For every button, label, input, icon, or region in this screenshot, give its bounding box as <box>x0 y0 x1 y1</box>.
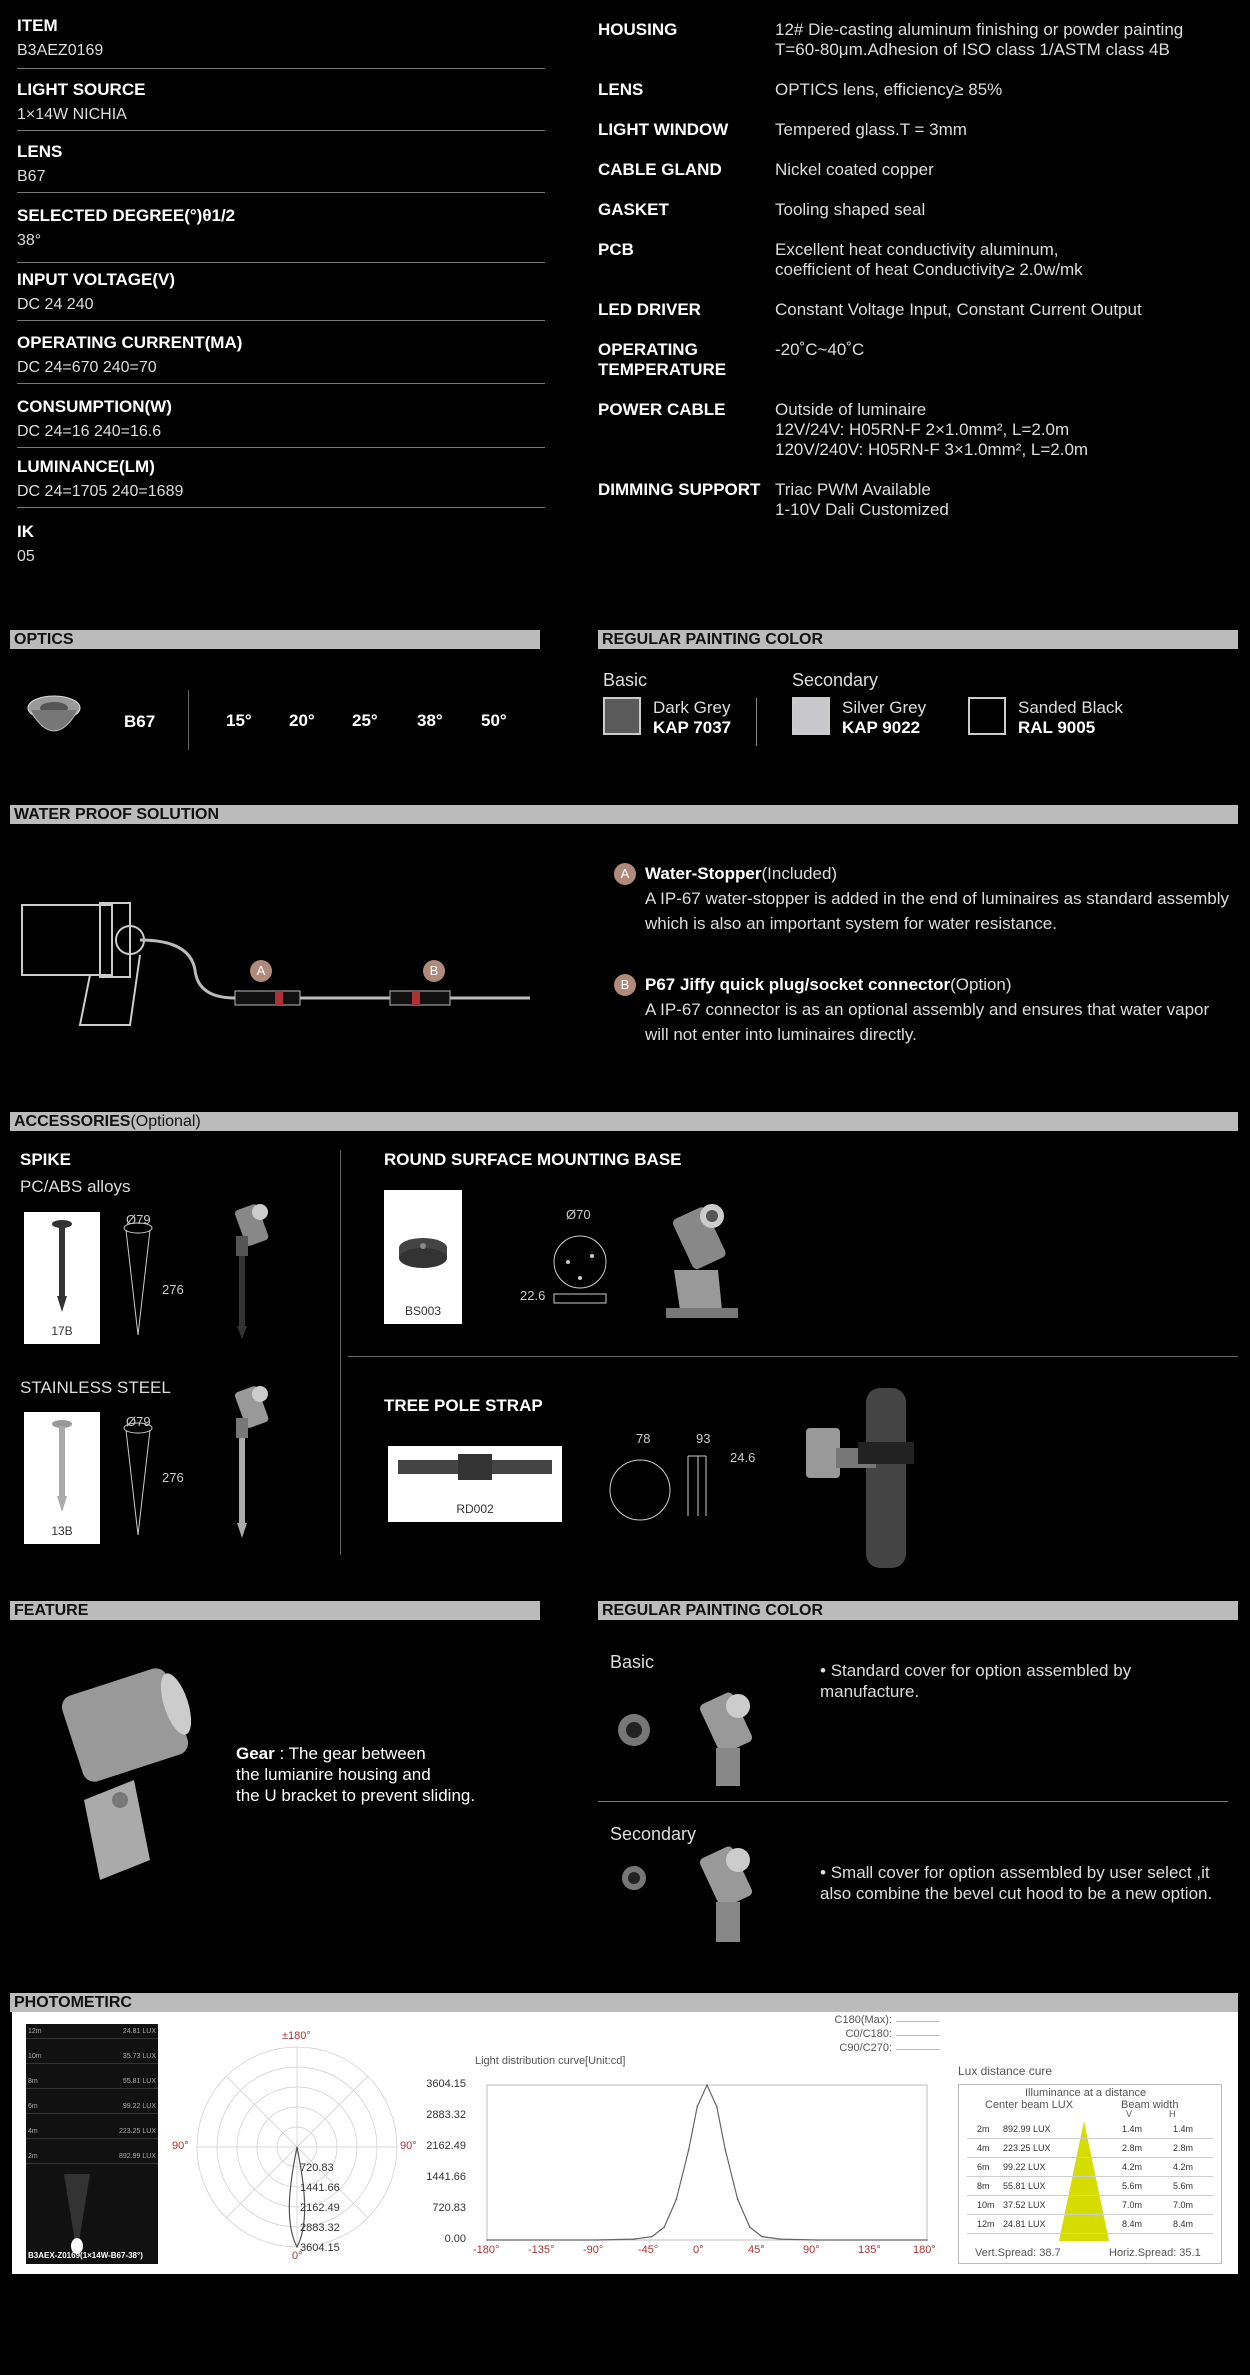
waterproof-diagram <box>20 895 550 1035</box>
lux-h: 8.4m <box>1173 2219 1194 2229</box>
stainless-lamp-image <box>222 1378 282 1543</box>
polar-value: 1441.66 <box>300 2182 340 2194</box>
lux-v: 4.2m <box>1122 2162 1143 2172</box>
round-base-drawing <box>540 1226 620 1306</box>
series-line <box>487 2085 927 2240</box>
connector-desc: A IP-67 connector is as an optional assembly and ensures that water vapor will not enter into luminaires directly. <box>645 1000 1210 1044</box>
lux-v: 1.4m <box>1122 2124 1143 2134</box>
thumb-lux: 55.81 LUX <box>122 2078 156 2085</box>
lux-row <box>967 2216 1213 2234</box>
data-point <box>761 2236 763 2238</box>
secondary-label: Secondary <box>792 670 879 690</box>
polar-value: 2883.32 <box>300 2222 340 2234</box>
spec-value: OPTICS lens, efficiency≥ 85% <box>775 80 1003 99</box>
data-point <box>737 2198 739 2200</box>
polar-value: 720.83 <box>300 2162 334 2174</box>
connector-title: P67 Jiffy quick plug/socket connector <box>645 975 951 994</box>
lens-image <box>26 692 82 744</box>
tree-strap-drawing <box>606 1446 736 1526</box>
spec-label: GASKET <box>598 200 669 219</box>
spec-item <box>17 522 545 566</box>
data-point <box>486 2239 488 2241</box>
tree-strap-card <box>388 1446 562 1522</box>
spec-value: 1×14W NICHIA <box>17 106 127 123</box>
stainless-dia: Ø79 <box>126 1414 151 1429</box>
color-name: Sanded Black <box>1018 698 1123 717</box>
lux-row <box>967 2178 1213 2196</box>
spec-value: DC 24 240 <box>17 296 94 313</box>
spec-value: 12# Die-casting aluminum finishing or powder painting T=60-80μm.Adhesion of ISO class 1/ASTM class 4B <box>775 20 1184 59</box>
lux-v: 8.4m <box>1122 2219 1143 2229</box>
degree-option: 25° <box>352 711 378 730</box>
spec-value: 05 <box>17 548 35 565</box>
polar-right-label: 90° <box>400 2140 417 2152</box>
thumb-dist: 2m <box>28 2153 38 2160</box>
color-swatch <box>968 697 1006 735</box>
spec-label: CONSUMPTION(W) <box>17 397 172 416</box>
polar-top-label: ±180° <box>282 2030 311 2042</box>
data-point <box>749 2226 751 2228</box>
color-code: KAP 9022 <box>842 718 921 737</box>
spec-value: Excellent heat conductivity aluminum, coefficient of heat Conductivity≥ 2.0w/mk <box>775 240 1083 279</box>
lux-value: 37.52 LUX <box>1003 2200 1046 2210</box>
lux-h: 5.6m <box>1173 2181 1194 2191</box>
connector-text <box>645 972 1235 1047</box>
color-swatch <box>603 697 641 735</box>
secondary-cover-desc: Small cover for option assembled by user select ,it also combine the bevel cut hood to be a new option. <box>820 1863 1213 1903</box>
round-base-dia: Ø70 <box>566 1207 591 1222</box>
thumb-gridline <box>26 2063 158 2064</box>
lux-value: 55.81 LUX <box>1003 2181 1046 2191</box>
x-tick-label: 180° <box>913 2244 936 2256</box>
spec-item <box>17 457 545 501</box>
thumb-gridline <box>26 2163 158 2164</box>
lux-row-border <box>967 2195 1213 2196</box>
spec-divider <box>17 507 545 508</box>
color-code: KAP 7037 <box>653 718 732 737</box>
data-point <box>633 2238 635 2240</box>
optics-divider <box>188 690 189 750</box>
lux-row-border <box>967 2214 1213 2215</box>
spec-item <box>17 142 545 186</box>
thumb-dist: 8m <box>28 2078 38 2085</box>
round-base-code: BS003 <box>404 1304 442 1318</box>
tree-strap-h: 24.6 <box>730 1450 756 1465</box>
spec-value: -20˚C~40˚C <box>775 340 865 359</box>
polar-value: 2162.49 <box>300 2202 340 2214</box>
spec-value: Triac PWM Available 1-10V Dali Customized <box>775 480 949 519</box>
legend-entry: C0/C180: <box>845 2028 892 2040</box>
legend-line <box>896 2049 940 2050</box>
optics-header: OPTICS <box>10 630 540 649</box>
spec-item <box>17 80 545 124</box>
accessories-hdivider <box>348 1356 1238 1357</box>
spec-divider <box>17 383 545 384</box>
spec-item <box>17 397 545 441</box>
lux-h: 4.2m <box>1173 2162 1194 2172</box>
spike-dia: Ø79 <box>126 1212 151 1227</box>
lux-value: 892.99 LUX <box>1003 2124 1051 2134</box>
gear-text <box>236 1743 475 1806</box>
x-tick-label: 45° <box>748 2244 765 2256</box>
color-name: Silver Grey <box>842 698 927 717</box>
tree-strap-w2: 93 <box>696 1431 711 1446</box>
round-base-lamp-image <box>660 1190 740 1320</box>
accessories-title: ACCESSORIES <box>14 1113 131 1130</box>
data-point <box>663 2226 665 2228</box>
legend-line <box>896 2021 940 2022</box>
y-tick-label: 1441.66 <box>426 2171 466 2183</box>
x-tick-label: 90° <box>803 2244 820 2256</box>
spec-label: LENS <box>17 142 63 161</box>
lux-dist: 2m <box>977 2124 990 2134</box>
spec-item <box>17 270 545 314</box>
spec-value: B67 <box>17 168 46 185</box>
lux-value: 24.81 LUX <box>1003 2219 1046 2229</box>
lux-v: 2.8m <box>1122 2143 1143 2153</box>
x-tick-label: -45° <box>638 2244 659 2256</box>
thumb-caption: B3AEX-Z0169(1×14W-B67-38°) <box>28 2251 143 2260</box>
spec-label: IK <box>17 522 34 541</box>
painting-divider <box>756 698 757 746</box>
spec-label: OPERATING TEMPERATURE <box>598 340 727 379</box>
x-tick-label: -180° <box>473 2244 500 2256</box>
spec-item <box>17 206 545 250</box>
light-distribution-chart <box>472 2080 932 2250</box>
spec-divider <box>17 320 545 321</box>
marker-a-icon: A <box>250 960 272 982</box>
lux-table-center: Center beam LUX <box>985 2099 1074 2111</box>
spec-value: B3AEZ0169 <box>17 42 104 59</box>
degree-option: 20° <box>289 711 315 730</box>
lux-table-v: V <box>1126 2109 1133 2119</box>
data-point <box>688 2149 690 2151</box>
water-stopper-title: Water-Stopper <box>645 864 762 883</box>
spike-lamp-image <box>222 1196 282 1341</box>
spike-title: SPIKE <box>20 1150 72 1169</box>
thumb-gridline <box>26 2138 158 2139</box>
painting2-divider <box>598 1801 1228 1802</box>
lux-row <box>967 2197 1213 2215</box>
thumb-lux: 35.73 LUX <box>122 2053 156 2060</box>
thumb-lux: 223.25 LUX <box>119 2128 156 2135</box>
round-base-h: 22.6 <box>520 1288 546 1303</box>
lux-row-border <box>967 2138 1213 2139</box>
round-base-title: ROUND SURFACE MOUNTING BASE <box>384 1150 682 1169</box>
legend-line <box>896 2035 940 2036</box>
basic-cover-image <box>612 1690 812 1790</box>
x-tick-label: 135° <box>858 2244 881 2256</box>
color-code: RAL 9005 <box>1018 718 1096 737</box>
lux-v: 5.6m <box>1122 2181 1143 2191</box>
spec-divider <box>17 447 545 448</box>
marker-a-icon: A <box>614 863 636 885</box>
vert-spread: Vert.Spread: 38.7 <box>975 2247 1061 2259</box>
thumb-dist: 6m <box>28 2103 38 2110</box>
color-name: Dark Grey <box>653 698 731 717</box>
lux-h: 1.4m <box>1173 2124 1194 2134</box>
secondary-cover-text: • Small cover for option assembled by user select ,it also combine the bevel cut hood to be a new option. <box>820 1863 1213 1903</box>
lux-row <box>967 2140 1213 2158</box>
spec-item <box>17 333 545 377</box>
thumb-gridline <box>26 2088 158 2089</box>
thumb-dist: 10m <box>28 2053 42 2060</box>
lux-dist: 8m <box>977 2181 990 2191</box>
spec-label: DIMMING SUPPORT <box>598 480 761 499</box>
spec-label: LED DRIVER <box>598 300 701 319</box>
lux-row <box>967 2159 1213 2177</box>
degree-option: 38° <box>417 711 443 730</box>
waterproof-header: WATER PROOF SOLUTION <box>10 805 1238 824</box>
spec-label: CABLE GLAND <box>598 160 722 179</box>
spec-divider <box>17 68 545 69</box>
thumb-lux: 892.99 LUX <box>119 2153 156 2160</box>
spec-divider <box>17 130 545 131</box>
basic-cover-desc: Standard cover for option assembled by manufacture. <box>820 1661 1132 1701</box>
lux-dist: 12m <box>977 2219 995 2229</box>
water-stopper-text <box>645 861 1235 936</box>
spec-value: Tooling shaped seal <box>775 200 926 219</box>
degree-option: 15° <box>226 711 252 730</box>
y-tick-label: 2883.32 <box>426 2109 466 2121</box>
data-point <box>696 2106 698 2108</box>
gear-desc: : The gear between the lumianire housing and the U bracket to prevent sliding. <box>236 1744 476 1805</box>
spike-drawing <box>120 1220 170 1340</box>
stainless-title: STAINLESS STEEL <box>20 1378 171 1397</box>
x-tick-label: 0° <box>693 2244 704 2256</box>
polar-value: 3604.15 <box>300 2242 340 2254</box>
data-point <box>926 2239 928 2241</box>
data-point <box>706 2084 708 2086</box>
spec-value: 38° <box>17 232 42 249</box>
lux-table <box>958 2084 1222 2264</box>
x-tick-label: -90° <box>583 2244 604 2256</box>
spec-divider <box>17 262 545 263</box>
lux-table-beam: Beam width <box>1121 2099 1179 2111</box>
data-point <box>676 2198 678 2200</box>
feature-header: FEATURE <box>10 1601 540 1620</box>
lux-dist: 10m <box>977 2200 995 2210</box>
lux-row-border <box>967 2157 1213 2158</box>
spec-label: PCB <box>598 240 634 259</box>
lux-row <box>967 2121 1213 2139</box>
painting2-basic-label: Basic <box>610 1652 655 1672</box>
curve-title: Light distribution curve[Unit:cd] <box>475 2055 626 2067</box>
spec-item <box>17 16 545 60</box>
lux-dist: 6m <box>977 2162 990 2172</box>
polar-chart <box>172 2032 422 2262</box>
lux-v: 7.0m <box>1122 2200 1143 2210</box>
lens-label: B67 <box>124 712 156 731</box>
legend-entry: C90/C270: <box>839 2042 892 2054</box>
spec-label: OPERATING CURRENT(MA) <box>17 333 243 352</box>
tree-strap-code: RD002 <box>456 1502 494 1516</box>
data-point <box>780 2238 782 2240</box>
spec-value: Nickel coated copper <box>775 160 934 179</box>
tree-strap-lamp-image <box>796 1388 926 1568</box>
data-point <box>716 2106 718 2108</box>
thumb-gridline <box>26 2113 158 2114</box>
thumb-gridline <box>26 2038 158 2039</box>
photometric-header: PHOTOMETIRC <box>10 1993 1238 2012</box>
gear-image <box>50 1660 200 1890</box>
data-point <box>651 2236 653 2238</box>
spec-label: SELECTED DEGREE(°)θ1/2 <box>17 206 236 225</box>
basic-cover-text: • Standard cover for option assembled by manufacture. <box>820 1661 1132 1701</box>
spike-code: 17B <box>51 1324 73 1338</box>
accessories-note: (Optional) <box>130 1113 201 1130</box>
data-point <box>816 2239 818 2241</box>
tree-strap-title: TREE POLE STRAP <box>384 1396 543 1415</box>
spec-label: LIGHT SOURCE <box>17 80 146 99</box>
photometric-panel <box>12 2012 1238 2274</box>
spec-label: POWER CABLE <box>598 400 726 419</box>
accessories-vdivider <box>340 1150 341 1555</box>
spec-divider <box>17 192 545 193</box>
painting-header: REGULAR PAINTING COLOR <box>598 630 1238 649</box>
thumb-dist: 12m <box>28 2028 42 2035</box>
beam-thumbnail <box>26 2024 158 2264</box>
marker-b-icon: B <box>614 974 636 996</box>
lux-value: 99.22 LUX <box>1003 2162 1046 2172</box>
y-tick-label: 3604.15 <box>426 2078 466 2090</box>
x-tick-label: -135° <box>528 2244 555 2256</box>
water-stopper-note: (Included) <box>761 864 838 883</box>
y-tick-label: 0.00 <box>444 2233 466 2245</box>
lux-dist: 4m <box>977 2143 990 2153</box>
spec-label: LIGHT WINDOW <box>598 120 729 139</box>
y-tick-label: 2162.49 <box>426 2140 466 2152</box>
thumb-lux: 99.22 LUX <box>122 2103 156 2110</box>
lux-title: Lux distance cure <box>958 2064 1053 2078</box>
stainless-len: 276 <box>162 1470 184 1485</box>
lux-h: 2.8m <box>1173 2143 1194 2153</box>
spec-value: Outside of luminaire 12V/24V: H05RN-F 2×1.0mm², L=2.0m 120V/240V: H05RN-F 3×1.0mm², L=2.0m <box>775 400 1089 459</box>
spec-label: LENS <box>598 80 644 99</box>
y-tick-label: 720.83 <box>432 2202 466 2214</box>
secondary-cover-image <box>612 1840 812 1950</box>
lux-row-border <box>967 2233 1213 2234</box>
horiz-spread: Horiz.Spread: 35.1 <box>1109 2247 1201 2259</box>
polar-left-label: 90° <box>172 2140 189 2152</box>
lux-h: 7.0m <box>1173 2200 1194 2210</box>
spec-label: INPUT VOLTAGE(V) <box>17 270 176 289</box>
water-stopper-desc: A IP-67 water-stopper is added in the end of luminaires as standard assembly which is also an important system for water resistance. <box>645 889 1229 933</box>
lux-table-title: Illuminance at a distance <box>1025 2087 1147 2099</box>
degree-option: 50° <box>481 711 507 730</box>
round-base-card <box>384 1190 462 1324</box>
spec-value: Constant Voltage Input, Constant Current Output <box>775 300 1142 319</box>
chart-frame <box>487 2085 927 2240</box>
stainless-card <box>24 1412 100 1544</box>
polar-bottom-label: 0° <box>292 2250 303 2262</box>
gear-bold: Gear <box>236 1744 275 1763</box>
tree-strap-w: 78 <box>636 1431 651 1446</box>
lux-table-h: H <box>1169 2109 1176 2119</box>
color-swatch <box>792 697 830 735</box>
thumb-dist: 4m <box>28 2128 38 2135</box>
basic-label: Basic <box>603 670 648 690</box>
spike-sub: PC/ABS alloys <box>20 1177 131 1196</box>
spec-value: DC 24=16 240=16.6 <box>17 423 162 440</box>
connector-note: (Option) <box>950 975 1012 994</box>
data-point <box>596 2239 598 2241</box>
lux-row-border <box>967 2176 1213 2177</box>
stainless-code: 13B <box>51 1524 73 1538</box>
marker-b-icon: B <box>423 960 445 982</box>
spec-value: Tempered glass.T = 3mm <box>775 120 967 139</box>
painting2-secondary-label: Secondary <box>610 1824 697 1844</box>
spike-card <box>24 1212 100 1344</box>
spec-value: DC 24=670 240=70 <box>17 359 157 376</box>
lux-value: 223.25 LUX <box>1003 2143 1051 2153</box>
spec-label: HOUSING <box>598 20 678 39</box>
legend-entry: C180(Max): <box>834 2014 892 2026</box>
painting2-header: REGULAR PAINTING COLOR <box>598 1601 1238 1620</box>
spec-label: ITEM <box>17 16 58 35</box>
spec-label: LUMINANCE(LM) <box>17 457 155 476</box>
thumb-lux: 24.81 LUX <box>122 2028 156 2035</box>
spike-len: 276 <box>162 1282 184 1297</box>
accessories-header <box>10 1112 1238 1131</box>
spec-value: DC 24=1705 240=1689 <box>17 483 184 500</box>
data-point <box>725 2149 727 2151</box>
